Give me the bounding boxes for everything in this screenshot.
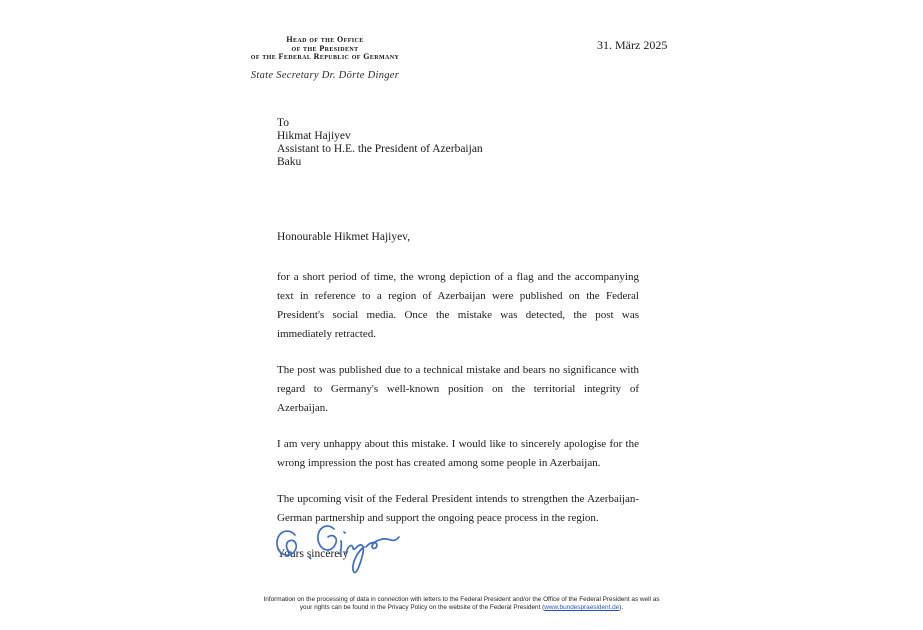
- letterhead-line-1: Head of the Office: [286, 35, 364, 44]
- privacy-policy-link[interactable]: www.bundespraesident.de: [544, 604, 620, 611]
- paragraph-2: The post was published due to a technical mistake and bears no significance with regard to Germany's well-known position on the territorial integrity of Azerbaijan.: [277, 364, 639, 414]
- footer-line-2-pre: your rights can be found in the Privacy Policy on the website of the Federal President (: [299, 604, 545, 611]
- letter-date: 31. März 2025: [597, 38, 668, 52]
- letterhead-line-2: of the President: [291, 43, 359, 53]
- paragraph-3: I am very unhappy about this mistake. I would like to sincerely apologise for the wrong impression the post has created among some people in Azerbaijan.: [277, 438, 639, 469]
- recipient-line-title: Assistant to H.E. the President of Azerbaijan: [277, 143, 483, 155]
- signature-ink-svg: [262, 514, 402, 582]
- closing-line: Yours sincerely: [277, 548, 349, 560]
- footer-line-1: Information on the processing of data in connection with letters to the Federal President and/or the Office of the Federal President as well as: [263, 596, 660, 603]
- recipient-address: [277, 117, 483, 169]
- footer-line-2: [0, 604, 923, 612]
- state-secretary-line: State Secretary Dr. Dörte Dinger: [250, 69, 400, 81]
- privacy-footer: [0, 596, 923, 612]
- signature-ink-strokes: [277, 526, 399, 572]
- letterhead-line-3: of the Federal Republic of Germany: [250, 52, 400, 61]
- recipient-line-city: Baku: [277, 156, 302, 168]
- letterhead: [205, 36, 445, 82]
- signature: [262, 514, 402, 582]
- footer-line-2-post: ).: [619, 604, 624, 611]
- paragraph-1: for a short period of time, the wrong depiction of a flag and the accompanying text in reference to a region of Azerbaijan were published on the Federal President's social media. Once the mistake was detected, the post was immediately retracted.: [277, 271, 639, 340]
- salutation: Honourable Hikmet Hajiyev,: [277, 231, 411, 243]
- paragraph-4: The upcoming visit of the Federal President intends to strengthen the Azerbaijan-German partnership and support the ongoing peace process in the region.: [277, 493, 639, 524]
- recipient-line-to: To: [277, 117, 289, 129]
- recipient-line-name: Hikmat Hajiyev: [277, 130, 351, 142]
